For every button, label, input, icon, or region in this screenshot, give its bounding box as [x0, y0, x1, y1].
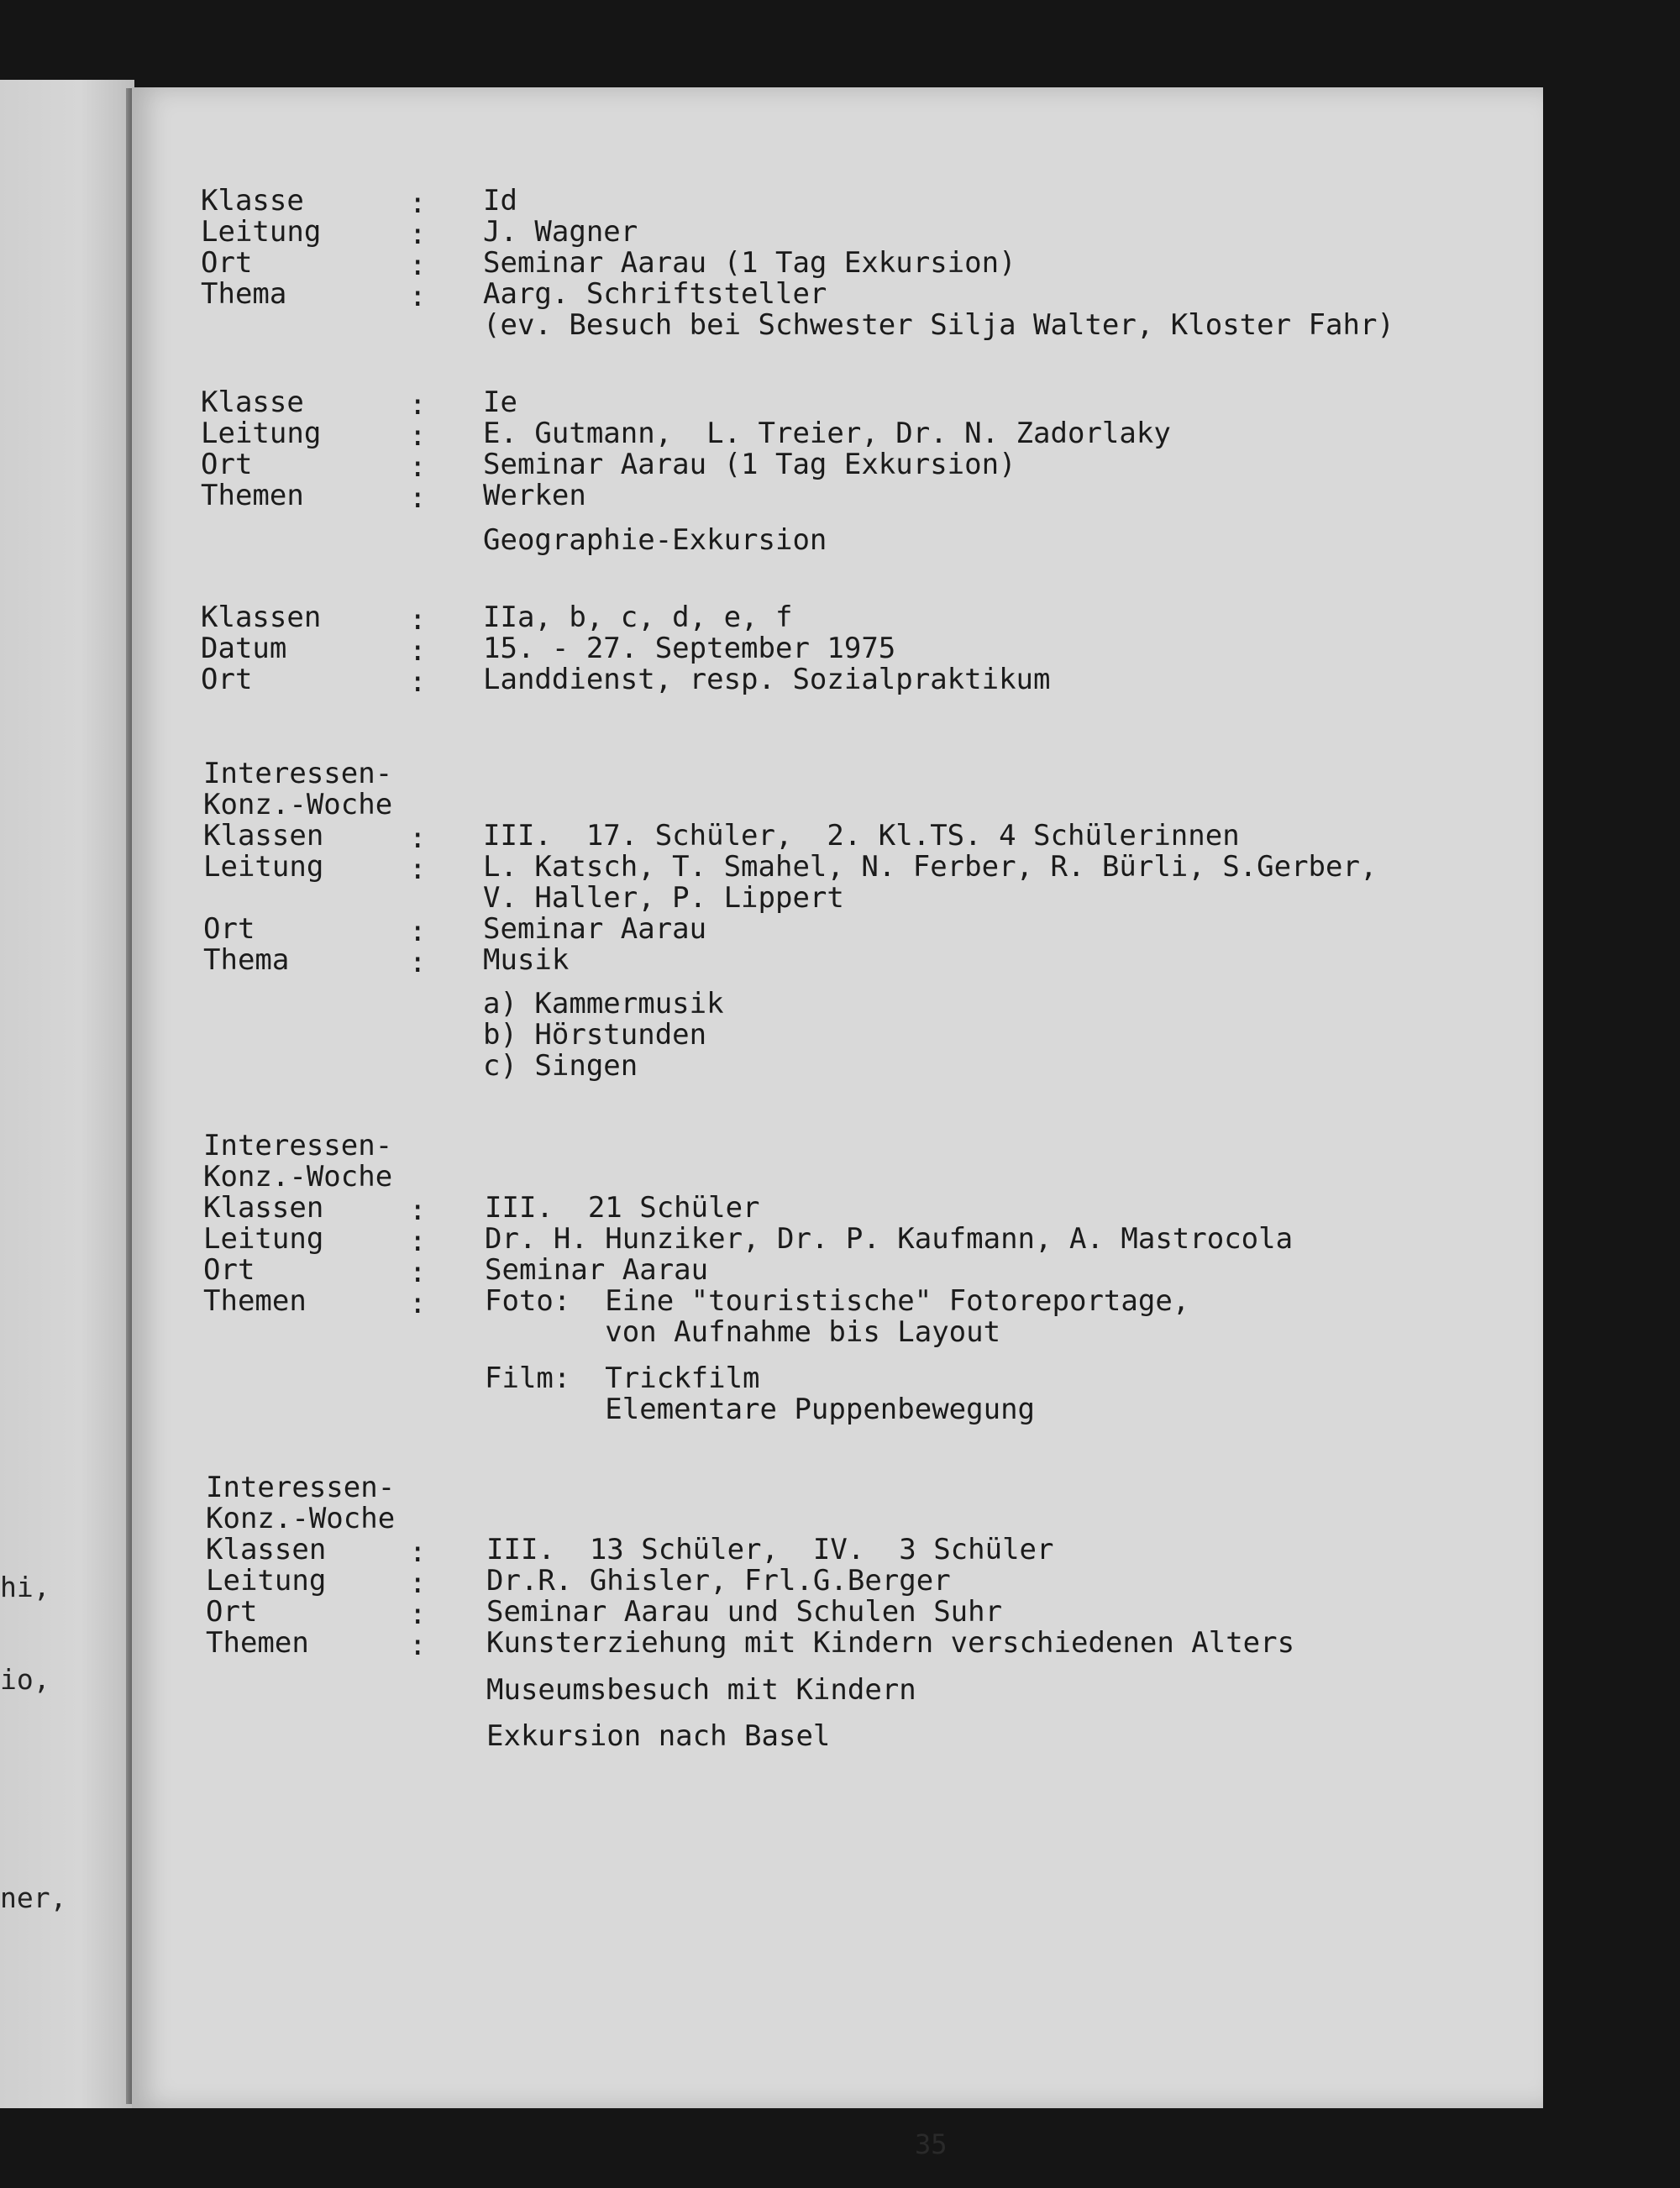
field-value: Werken — [483, 479, 586, 512]
field-value: 15. - 27. September 1975 — [483, 632, 896, 665]
topic-line: Museumsbesuch mit Kindern — [486, 1673, 916, 1707]
field-value: Id — [483, 184, 517, 218]
field-value: III. 13 Schüler, IV. 3 Schüler — [486, 1533, 1054, 1566]
colon: : — [409, 249, 427, 282]
field-value: J. Wagner — [483, 215, 638, 249]
colon: : — [409, 1598, 427, 1631]
colon: : — [409, 280, 427, 313]
field-label: Leitung — [206, 1564, 327, 1598]
left-fragment: ner, — [0, 1881, 67, 1914]
field-label: Leitung — [203, 1222, 324, 1256]
field-value: III. 21 Schüler — [485, 1191, 760, 1225]
left-page-edge — [0, 80, 134, 2108]
colon: : — [409, 946, 427, 979]
document-page — [132, 87, 1543, 2160]
list-item: a) Kammermusik — [483, 987, 724, 1021]
colon: : — [409, 665, 427, 699]
field-label: Ort — [203, 1253, 255, 1287]
field-label: Ort — [201, 246, 253, 280]
field-label: Klassen — [203, 1191, 324, 1225]
colon: : — [409, 1225, 427, 1258]
field-value: Aarg. Schriftsteller — [483, 277, 827, 311]
field-label: Themen — [206, 1626, 309, 1660]
field-value: Seminar Aarau und Schulen Suhr — [486, 1595, 1003, 1629]
field-label: Leitung — [201, 417, 322, 450]
colon: : — [409, 821, 427, 855]
block-heading: Interessen- — [206, 1471, 396, 1504]
page-number: 35 — [915, 2128, 948, 2160]
field-label: Klasse — [201, 386, 304, 419]
field-value: Seminar Aarau — [485, 1253, 709, 1287]
colon: : — [409, 481, 427, 515]
topic-line: Elementare Puppenbewegung — [485, 1393, 1036, 1426]
field-label: Leitung — [203, 850, 324, 884]
field-value: Ie — [483, 386, 517, 419]
field-value: Seminar Aarau (1 Tag Exkursion) — [483, 448, 1016, 481]
field-value: V. Haller, P. Lippert — [483, 881, 844, 915]
field-label: Ort — [201, 448, 253, 481]
colon: : — [409, 1629, 427, 1662]
colon: : — [409, 1566, 427, 1600]
field-value: E. Gutmann, L. Treier, Dr. N. Zadorlaky — [483, 417, 1171, 450]
field-label: Ort — [203, 912, 255, 946]
field-value: von Aufnahme bis Layout — [485, 1315, 1001, 1349]
colon: : — [409, 915, 427, 948]
list-item: b) Hörstunden — [483, 1018, 707, 1052]
field-value: III. 17. Schüler, 2. Kl.TS. 4 Schülerinnen — [483, 819, 1240, 853]
colon: : — [409, 419, 427, 453]
field-value: Kunsterziehung mit Kindern verschiedenen Alters — [486, 1626, 1295, 1660]
colon: : — [409, 218, 427, 251]
field-value: Landdienst, resp. Sozialpraktikum — [483, 663, 1051, 696]
colon: : — [409, 1535, 427, 1569]
field-label: Themen — [203, 1284, 307, 1318]
field-label: Ort — [201, 663, 253, 696]
colon: : — [409, 1194, 427, 1227]
field-value: Musik — [483, 943, 570, 977]
colon: : — [409, 388, 427, 422]
field-value: IIa, b, c, d, e, f — [483, 601, 793, 634]
left-fragment: io, — [0, 1663, 50, 1696]
field-label: Ort — [206, 1595, 258, 1629]
colon: : — [409, 450, 427, 484]
field-label: Thema — [201, 277, 287, 311]
field-value: Foto: Eine "touristische" Fotoreportage, — [485, 1284, 1190, 1318]
field-value: Seminar Aarau (1 Tag Exkursion) — [483, 246, 1016, 280]
field-value: Dr.R. Ghisler, Frl.G.Berger — [486, 1564, 951, 1598]
topic-line: Exkursion nach Basel — [486, 1719, 831, 1753]
field-label: Leitung — [201, 215, 322, 249]
field-label: Klassen — [203, 819, 324, 853]
note-line: (ev. Besuch bei Schwester Silja Walter, Kloster Fahr) — [483, 308, 1394, 342]
field-value: L. Katsch, T. Smahel, N. Ferber, R. Bürli, S.Gerber, — [483, 850, 1378, 884]
block-heading: Konz.-Woche — [203, 1160, 393, 1194]
colon: : — [409, 1287, 427, 1320]
colon: : — [409, 1256, 427, 1289]
field-value: Dr. H. Hunziker, Dr. P. Kaufmann, A. Mastrocola — [485, 1222, 1294, 1256]
field-label: Datum — [201, 632, 287, 665]
field-label: Klassen — [206, 1533, 327, 1566]
list-item: c) Singen — [483, 1049, 638, 1083]
field-label: Thema — [203, 943, 290, 977]
block-heading: Interessen- — [203, 757, 393, 790]
field-label: Themen — [201, 479, 304, 512]
colon: : — [409, 186, 427, 220]
left-fragment: hi, — [0, 1571, 50, 1603]
block-heading: Konz.-Woche — [206, 1502, 396, 1535]
field-label: Klasse — [201, 184, 304, 218]
block-heading: Interessen- — [203, 1129, 393, 1162]
field-value: Seminar Aarau — [483, 912, 707, 946]
topic-line: Geographie-Exkursion — [483, 523, 827, 557]
colon: : — [409, 853, 427, 886]
field-label: Klassen — [201, 601, 322, 634]
block-heading: Konz.-Woche — [203, 788, 393, 821]
topic-line: Film: Trickfilm — [485, 1362, 760, 1395]
colon: : — [409, 634, 427, 668]
colon: : — [409, 603, 427, 637]
